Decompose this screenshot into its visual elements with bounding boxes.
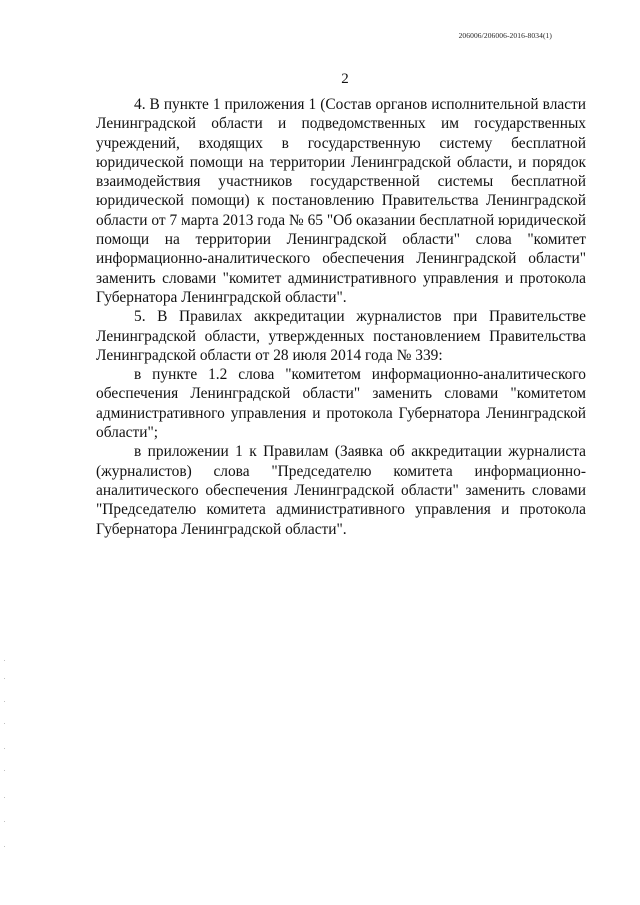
document-registration-code: 206006/206006-2016-8034(1): [458, 31, 552, 40]
paragraph-item-5: 5. В Правилах аккредитации журналистов при Правительстве Ленинградской области, утвержденных постановлением Правительства Ленинградской области от 28 июля 2014 года № 339:: [96, 308, 586, 364]
paragraph-item-4: 4. В пункте 1 приложения 1 (Состав органов исполнительной власти Ленинградской области и подведомственных им государственных учреждений, входящих в государственную систему бесплатной юридической помощи на территории Ленинградской области, и порядок взаимодействия участников государственной системы бесплатной юридической помощи) к постановлению Правительства Ленинградской области от 7 марта 2013 года № 65 "Об оказании бесплатной юридической помощи на территории Ленинградской области" слова "комитет информационно-аналитического обеспечения Ленинградской области" заменить словами "комитет административного управления и протокола Губернатора Ленинградской области".: [96, 96, 586, 306]
page-number: 2: [341, 71, 349, 87]
paragraph-subitem-1-2: в пункте 1.2 слова "комитетом информационно-аналитического обеспечения Ленинградской области" заменить словами "комитетом административного управления и протокола Губернатора Ленинградской области";: [96, 366, 586, 442]
document-body: [96, 95, 586, 539]
scan-artifact-dots: [4, 660, 10, 860]
paragraph-subitem-appendix-1: в приложении 1 к Правилам (Заявка об аккредитации журналиста (журналистов) слова "Председателю комитета информационно-аналитического обеспечения Ленинградской области" заменить словами "Председателю комитета административного управления и протокола Губернатора Ленинградской области".: [96, 443, 586, 538]
